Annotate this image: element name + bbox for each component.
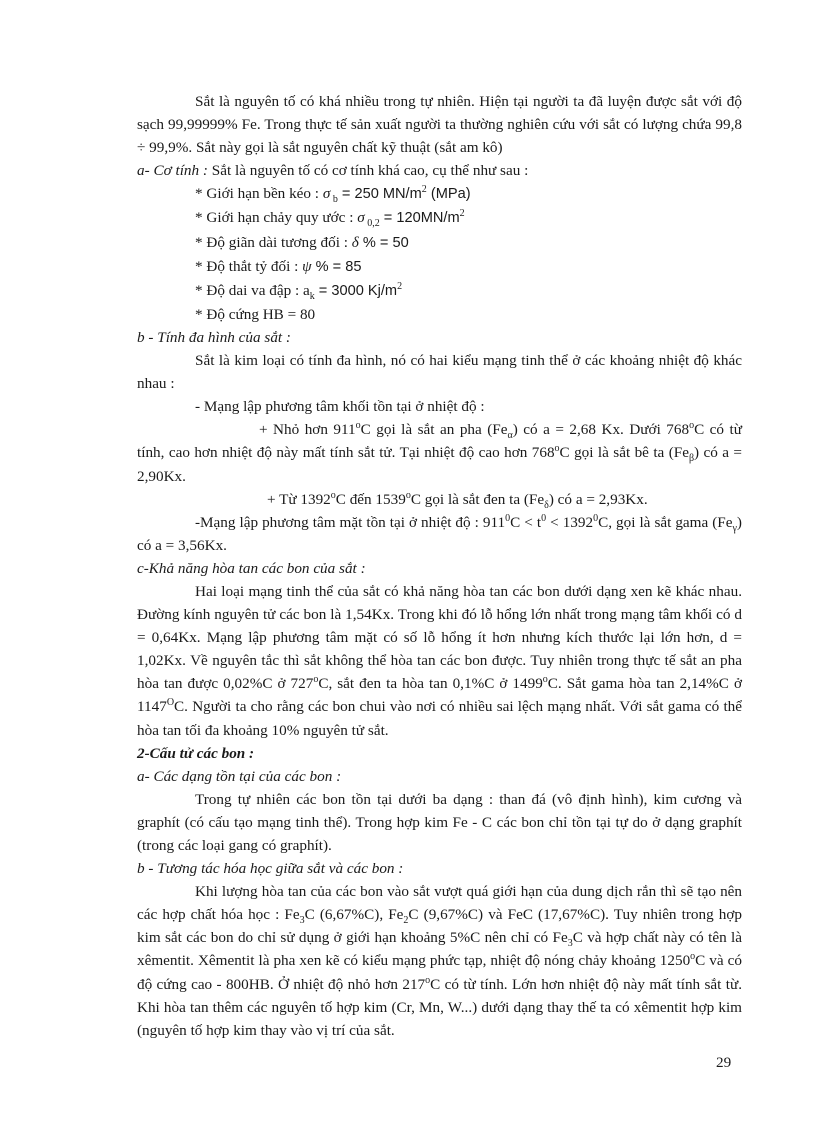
section-2b-paragraph: Khi lượng hòa tan của các bon vào sắt vượt quá giới hạn của dung dịch rắn thì sẽ tạo nên các hợp chất hóa học : $Fe_3C$ (6,67%C), $Fe_2C$ (9,67%C) và FeC (17,67%C). Tuy nhiên trong hợp kim sắt các bon do chỉ sử dụng ở giới hạn khoảng 5%C nên chỉ có $Fe_3C$ và hợp chất này có tên là xêmentit. Xêmentit là pha xen kẽ có kiểu mạng phức tạp, nhiệt độ nóng chảy khoảng 1250$^o$C và có độ cứng cao - 800HB. Ở nhiệt độ nhỏ hơn 217$^o$C có từ tính. Lớn hơn nhiệt độ này mất tính sắt từ. Khi hòa tan thêm các nguyên tố hợp kim (Cr, Mn, W...) dưới dạng thay thế ta có xêmentit hợp kim (nguyên tố hợp kim thay vào vị trí của sắt.: [137, 883, 743, 1039]
property-yield-strength: * Giới hạn chảy quy ước : σ $_{0,2} = 120MN/m^2$: [195, 208, 465, 230]
page-number: 29: [716, 1054, 732, 1071]
intro-paragraph: Sắt là nguyên tố có khá nhiều trong tự nhiên. Hiện tại người ta đã luyện được sắt với độ sạch 99,99999% Fe. Trong thực tế sản xuất người ta thường nghiên cứu với sắt có lượng chứa 99,8 ÷ 99,9%. Sắt này gọi là sắt nguyên chất kỹ thuật (sắt am kô): [137, 93, 742, 157]
section-b-paragraph-5: -Mạng lập phương tâm mặt tồn tại ở nhiệt độ : $911^0C < t^0 < 1392^0C$, gọi là sắt gama $(Fe_\gamma)$ có a = 3,56Kx.: [137, 512, 742, 554]
section-a-paragraph: a- Cơ tính : Sắt là nguyên tố có cơ tính khá cao, cụ thể như sau :: [137, 162, 529, 180]
section-2b-heading: b - Tương tác hóa học giữa sắt và các bon :: [137, 860, 404, 878]
property-impact-toughness: * Độ dai va đập : $a_k = 3000$ $Kj/m^2$: [195, 280, 403, 302]
section-b-paragraph-3: + Nhỏ hơn 911$^o$C gọi là sắt an pha $(Fe_\alpha)$ có a = 2,68 Kx. Dưới 768$^o$C có từ tính, cao hơn nhiệt độ này mất tính sắt tử. Tại nhiệt độ cao hơn 768$^o$C gọi là sắt bê ta $(Fe_\beta)$ có a = 2,90Kx.: [137, 420, 742, 485]
property-tensile-strength: * Giới hạn bền kéo : σ $_b$ = 250 $MN/m^2$ (MPa): [195, 184, 471, 206]
section-b-paragraph-1: Sắt là kim loại có tính đa hình, nó có hai kiểu mạng tinh thể ở các khoảng nhiệt độ khác nhau :: [137, 352, 742, 393]
section-2a-paragraph: Trong tự nhiên các bon tồn tại dưới ba dạng : than đá (vô định hình), kim cương và graphít (có cấu tạo mạng tinh thể). Trong hợp kim Fe - C các bon chỉ tồn tại tự do ở dạng graphít (trong các loại gang có graphít).: [137, 790, 742, 854]
section-2-heading: 2-Cấu tử các bon :: [137, 744, 255, 762]
section-c-paragraph: Hai loại mạng tinh thể của sắt có khả năng hòa tan các bon dưới dạng xen kẽ khác nhau. Đường kính nguyên tử các bon là 1,54Kx. Trong khi đó lỗ hổng lớn nhất trong mạng tâm khối có d = 0,64Kx. Mạng lập phương tâm mặt có số lỗ hổng ít hơn nhưng kích thước lại lớn hơn, d = 1,02Kx. Về nguyên tắc thì sắt không thể hòa tan các bon được. Tuy nhiên trong thực tế sắt an pha hòa tan được 0,02%C ở 727$^o$C, sắt đen ta hòa tan 0,1%C ở 1499$^o$C. Sắt gama hòa tan 2,14%C ở $1147^OC$. Người ta cho rằng các bon chui vào nơi có nhiều sai lệch mạng nhất. Với sắt gama có thể hòa tan tối đa khoảng 10% nguyên tử sắt.: [137, 582, 742, 739]
property-hardness: * Độ cứng HB = 80: [195, 305, 316, 323]
section-2a-heading: a- Các dạng tồn tại của các bon :: [137, 767, 342, 785]
section-b-paragraph-4: + Từ 1392$^o$C đến 1539$^o$C gọi là sắt đen ta $(Fe_\delta)$ có a = 2,93Kx.: [267, 489, 648, 511]
section-a-heading: a- Cơ tính :: [137, 162, 208, 180]
section-b-heading: b - Tính đa hình của sắt :: [137, 328, 291, 346]
property-elongation: * Độ giãn dài tương đối : δ % = 50: [195, 233, 409, 251]
property-reduction-area: * Độ thắt tỷ đối : ψ % = 85: [195, 257, 362, 275]
section-c-heading: c-Khả năng hòa tan các bon của sắt :: [137, 559, 366, 577]
section-b-paragraph-2: - Mạng lập phương tâm khối tồn tại ở nhiệt độ :: [195, 398, 485, 416]
page-content: [137, 90, 742, 1042]
